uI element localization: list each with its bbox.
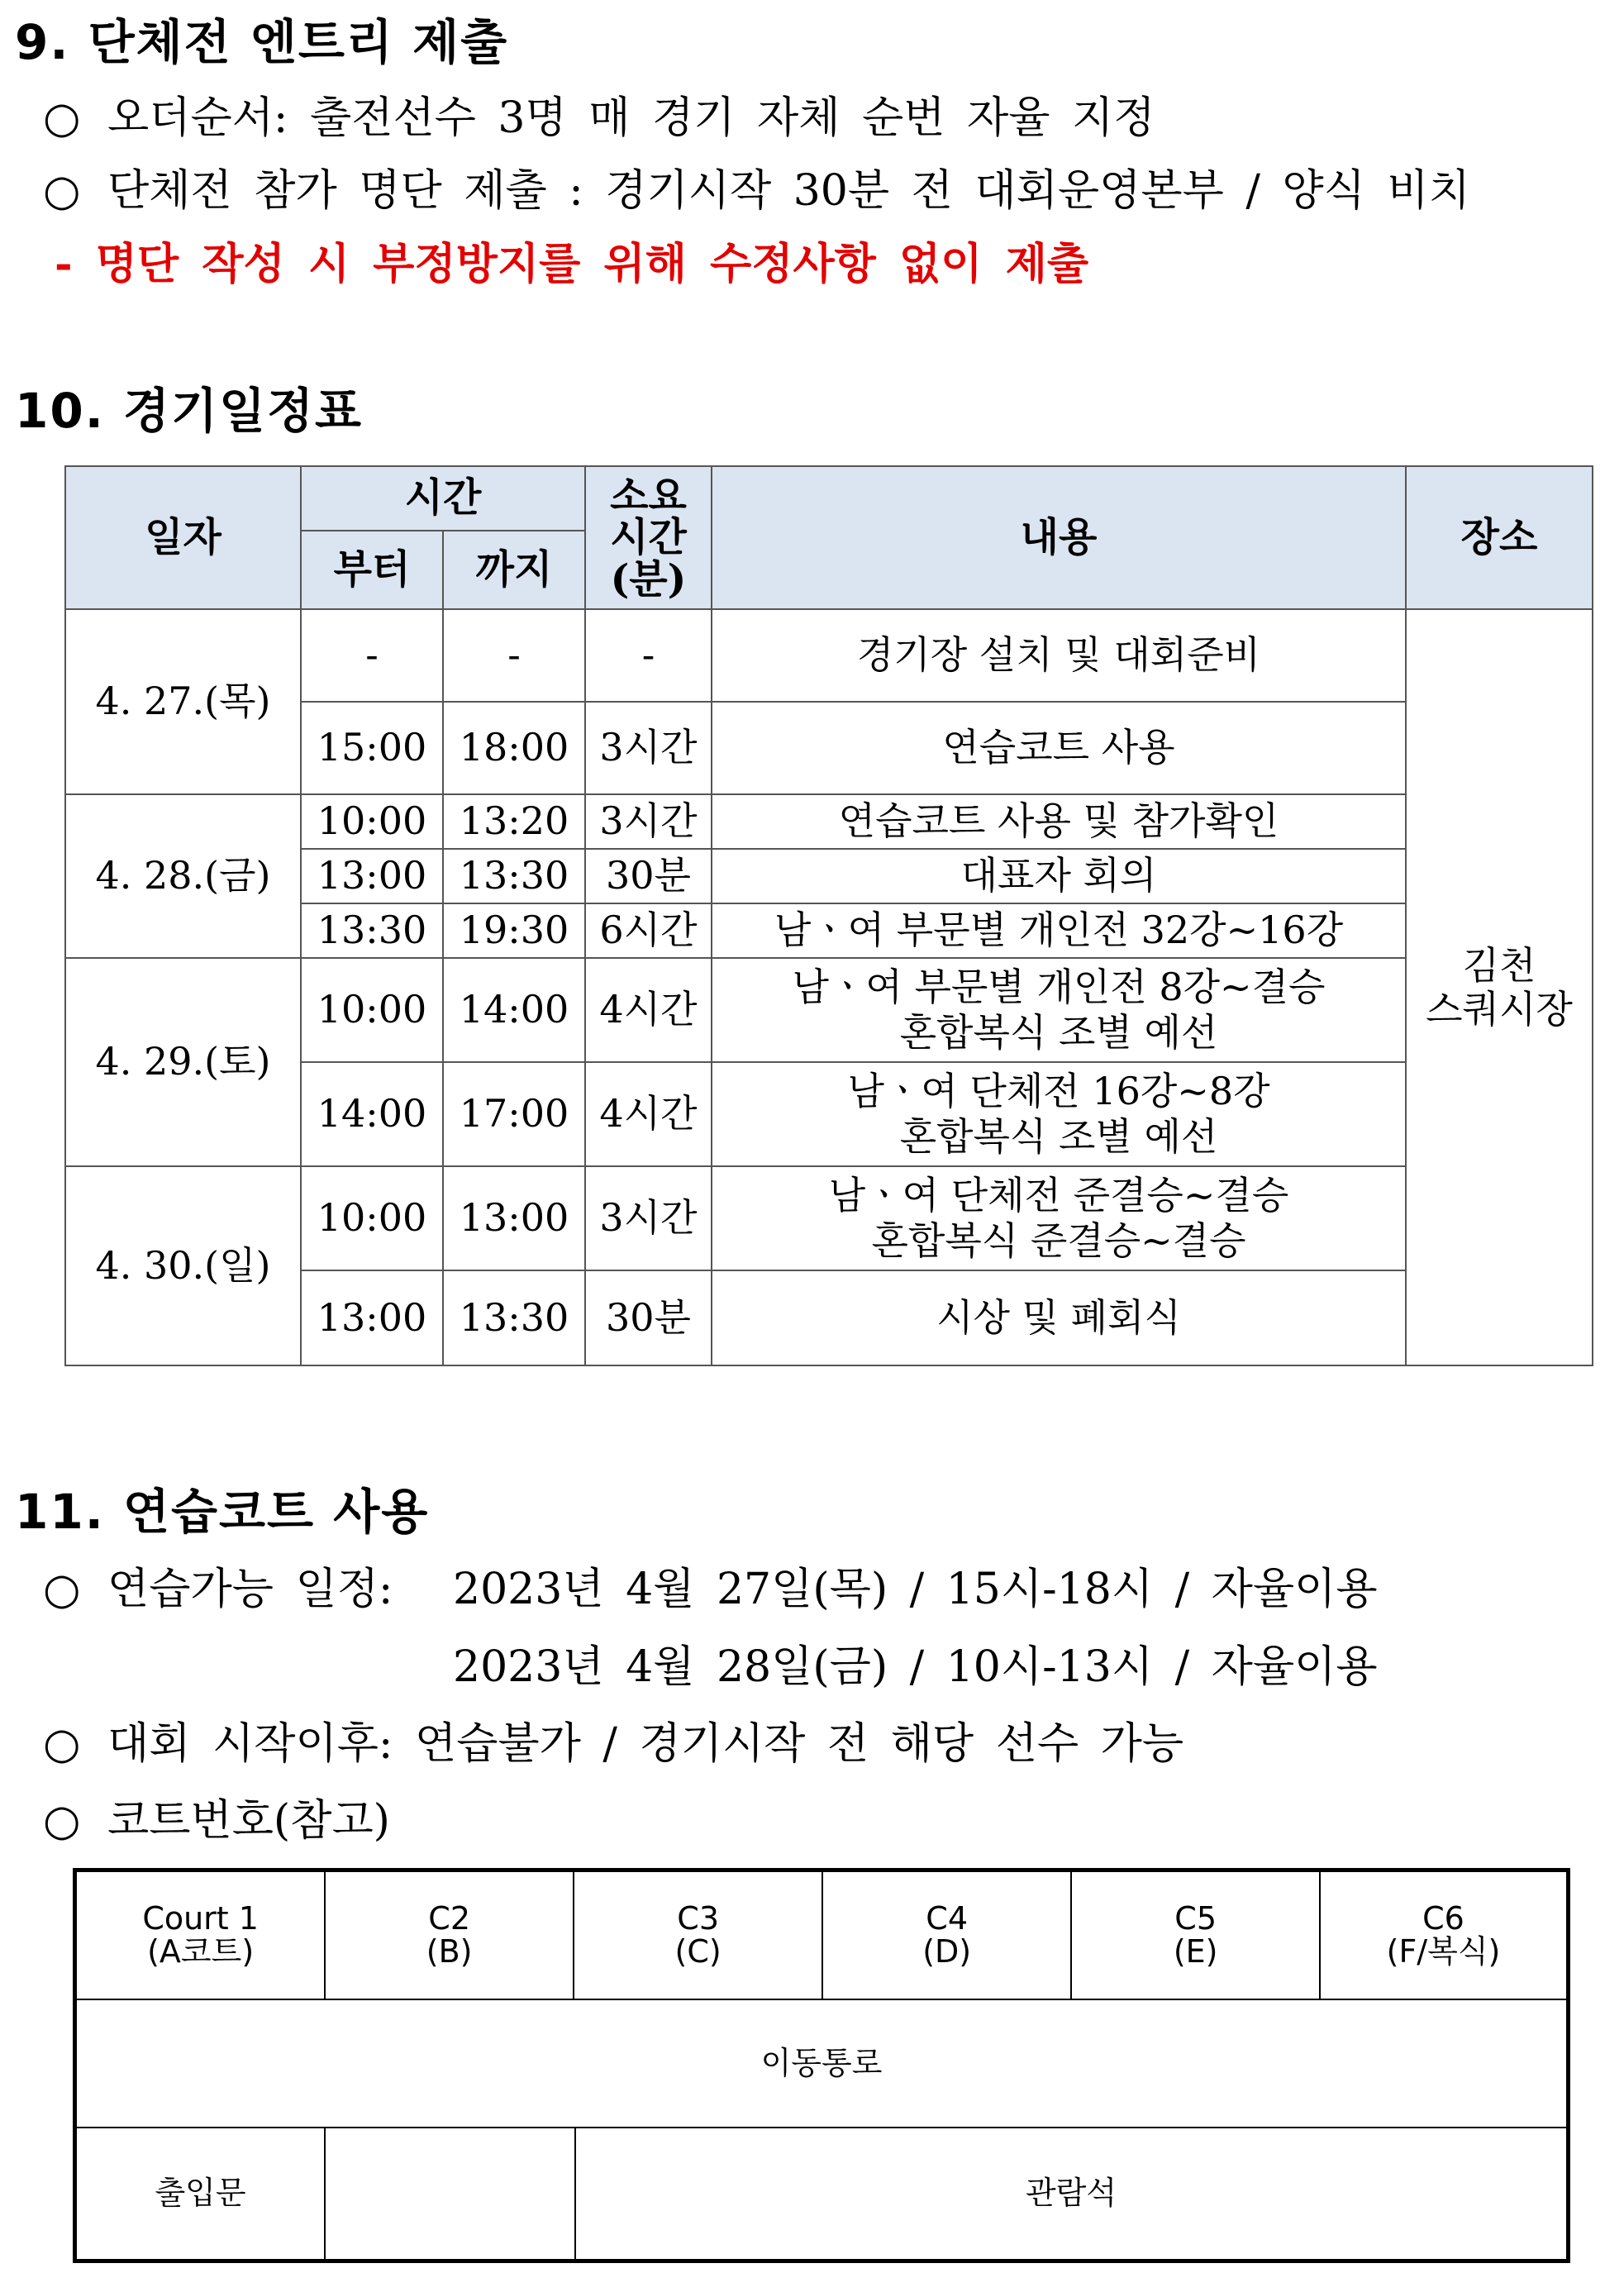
section11-after-start <box>43 1708 1183 1770</box>
court-name: C4 <box>926 1899 968 1937</box>
spectator-seats: 관람석 <box>574 2128 1566 2259</box>
header-duration <box>585 466 712 609</box>
header-duration-l1: 소요 <box>610 472 687 519</box>
section9-item-2-text: 단체전 참가 명단 제출 : 경기시작 30분 전 대회운영본부 / 양식 비치 <box>107 166 1470 216</box>
row-duration: 4시간 <box>585 958 712 1062</box>
court-sub: (B) <box>426 1932 473 1970</box>
court-sub: (A코트) <box>147 1932 255 1970</box>
bullet-mark: ○ <box>43 1719 81 1769</box>
court-sub: (F/복식) <box>1386 1932 1501 1970</box>
row-duration: 6시간 <box>585 903 712 958</box>
row-duration: - <box>585 609 712 702</box>
venue-line-1: 김천 <box>1462 942 1536 988</box>
row-duration: 4시간 <box>585 1062 712 1166</box>
row-content: 대표자 회의 <box>712 849 1406 903</box>
section9-title: 9. 단체전 엔트리 제출 <box>15 14 509 70</box>
row-to: 17:00 <box>443 1062 585 1166</box>
row-from: 14:00 <box>301 1062 443 1166</box>
section10-title: 10. 경기일정표 <box>15 383 364 439</box>
court-3 <box>574 1872 823 2000</box>
row-content-line: 혼합복식 조별 예선 <box>899 1010 1218 1055</box>
row-content: 시상 및 폐회식 <box>712 1270 1406 1365</box>
header-date: 일자 <box>65 466 301 609</box>
corridor: 이동통로 <box>77 2000 1566 2128</box>
header-from: 부터 <box>301 531 443 609</box>
section9-item-2 <box>43 155 1470 217</box>
row-to: 13:30 <box>443 849 585 903</box>
bullet-mark: ○ <box>43 1565 81 1614</box>
row-from: 13:00 <box>301 849 443 903</box>
row-duration: 3시간 <box>585 794 712 849</box>
after-start-text: 대회 시작이후: 연습불가 / 경기시작 전 해당 선수 가능 <box>107 1719 1184 1769</box>
section11-title: 11. 연습코트 사용 <box>15 1484 430 1540</box>
court-1 <box>77 1872 326 2000</box>
section9-item-1 <box>43 83 1155 145</box>
row-content-line: 혼합복식 조별 예선 <box>899 1114 1218 1159</box>
court-name: C3 <box>677 1899 719 1937</box>
row-content <box>712 1062 1406 1166</box>
header-venue: 장소 <box>1406 466 1593 609</box>
section9-item-1-text: 오더순서: 출전선수 3명 매 경기 자체 순번 자율 지정 <box>107 93 1155 143</box>
entrance: 출입문 <box>77 2128 326 2259</box>
row-from: 10:00 <box>301 958 443 1062</box>
row-from: 10:00 <box>301 1166 443 1270</box>
court-name: C6 <box>1422 1899 1464 1937</box>
court-2 <box>326 1872 574 2000</box>
court-name: C2 <box>428 1899 470 1937</box>
court-name: C5 <box>1174 1899 1217 1937</box>
row-from: - <box>301 609 443 702</box>
row-to: - <box>443 609 585 702</box>
row-to: 18:00 <box>443 702 585 794</box>
section9-note: - 명단 작성 시 부정방지를 위해 수정사항 없이 제출 <box>55 239 1089 289</box>
court-6 <box>1321 1872 1566 2000</box>
court-5 <box>1072 1872 1321 2000</box>
row-from: 13:30 <box>301 903 443 958</box>
header-time: 시간 <box>301 466 585 531</box>
row-content-line: 남ㆍ여 부문별 개인전 8강~결승 <box>792 964 1326 1009</box>
section11-court-numbers <box>43 1785 390 1847</box>
row-to: 13:30 <box>443 1270 585 1365</box>
day-date: 4. 27.(목) <box>65 609 301 794</box>
row-content: 남ㆍ여 부문별 개인전 32강~16강 <box>712 903 1406 958</box>
header-to: 까지 <box>443 531 585 609</box>
bullet-mark: ○ <box>43 93 81 143</box>
row-to: 19:30 <box>443 903 585 958</box>
day-date: 4. 29.(토) <box>65 958 301 1166</box>
row-duration: 3시간 <box>585 702 712 794</box>
court-map <box>73 1868 1570 2263</box>
row-content-line: 남ㆍ여 단체전 16강~8강 <box>847 1068 1270 1113</box>
row-from: 15:00 <box>301 702 443 794</box>
header-duration-l3: (분) <box>610 555 687 603</box>
schedule-line-1: 2023년 4월 27일(목) / 15시-18시 / 자율이용 <box>453 1565 1378 1614</box>
header-content: 내용 <box>712 466 1406 609</box>
row-content: 연습코트 사용 <box>712 702 1406 794</box>
court-sub: (E) <box>1173 1932 1218 1970</box>
day-date: 4. 28.(금) <box>65 794 301 958</box>
bullet-mark: ○ <box>43 1796 81 1846</box>
bullet-mark: ○ <box>43 166 81 216</box>
schedule-label: 연습가능 일정: <box>107 1565 393 1614</box>
row-content-line: 혼합복식 준결승~결승 <box>871 1218 1246 1263</box>
schedule-line-2: 2023년 4월 28일(금) / 10시-13시 / 자율이용 <box>453 1642 1378 1692</box>
row-to: 13:00 <box>443 1166 585 1270</box>
row-content <box>712 1166 1406 1270</box>
day-date: 4. 30.(일) <box>65 1166 301 1365</box>
court-numbers-text: 코트번호(참고) <box>107 1796 390 1846</box>
court-4 <box>823 1872 1072 2000</box>
row-duration: 3시간 <box>585 1166 712 1270</box>
row-duration: 30분 <box>585 849 712 903</box>
court-sub: (C) <box>674 1932 722 1970</box>
row-content: 연습코트 사용 및 참가확인 <box>712 794 1406 849</box>
schedule-table <box>64 465 1593 1366</box>
row-duration: 30분 <box>585 1270 712 1365</box>
row-to: 13:20 <box>443 794 585 849</box>
row-content <box>712 958 1406 1062</box>
row-from: 10:00 <box>301 794 443 849</box>
row-content: 경기장 설치 및 대회준비 <box>712 609 1406 702</box>
section11-schedule <box>43 1554 393 1616</box>
court-name: Court 1 <box>142 1899 259 1937</box>
court-sub: (D) <box>922 1932 972 1970</box>
row-from: 13:00 <box>301 1270 443 1365</box>
header-duration-l2: 시간 <box>610 514 687 561</box>
venue-line-2: 스쿼시장 <box>1426 986 1573 1032</box>
row-to: 14:00 <box>443 958 585 1062</box>
row-content-line: 남ㆍ여 단체전 준결승~결승 <box>828 1172 1289 1217</box>
venue-cell <box>1406 609 1593 1365</box>
